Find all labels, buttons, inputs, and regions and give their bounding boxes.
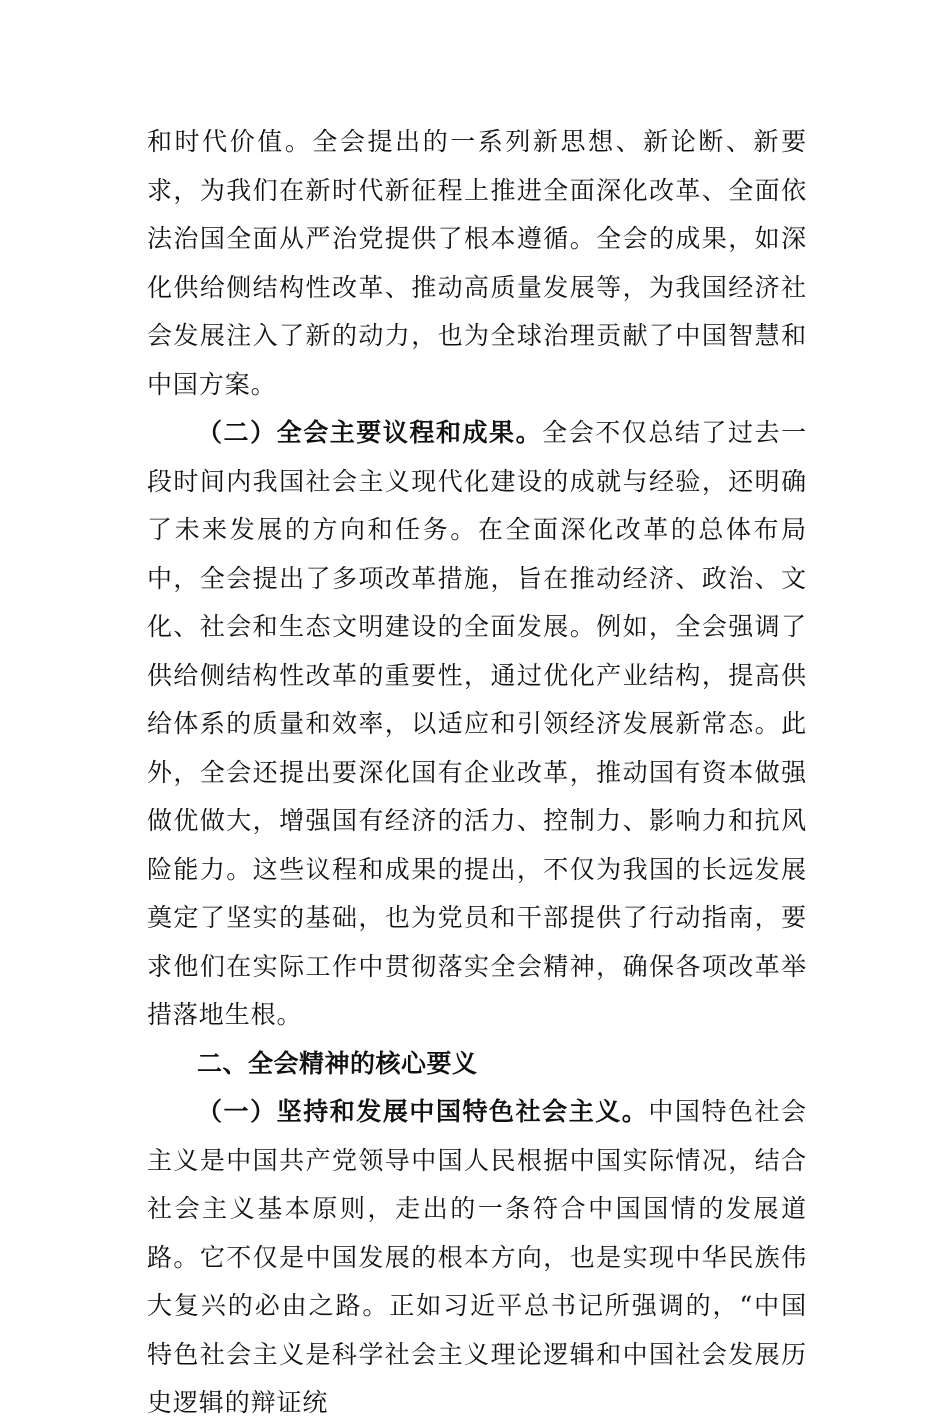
paragraph-lead-heading: （一）坚持和发展中国特色社会主义。 (197, 1097, 649, 1126)
section-heading: 二、全会精神的核心要义 (197, 1048, 478, 1078)
paragraph-text: 中国特色社会主义是中国共产党领导中国人民根据中国实际情况，结合社会主义基本原则，走出的一条符合中国国情的发展道路。它不仅是中国发展的根本方向，也是实现中华民族伟大复兴的必由之路。正如习近平总书记所强调的，“中国特色社会主义是科学社会主义理论逻辑和中国社会发展历史逻辑的辩证统 (147, 1097, 807, 1417)
paragraph-text: 全会不仅总结了过去一段时间内我国社会主义现代化建设的成就与经验，还明确了未来发展的方向和任务。在全面深化改革的总体布局中，全会提出了多项改革措施，旨在推动经济、政治、文化、社会和生态文明建设的全面发展。例如，全会强调了供给侧结构性改革的重要性，通过优化产业结构，提高供给体系的质量和效率，以适应和引领经济发展新常态。此外，全会还提出要深化国有企业改革，推动国有资本做强做优做大，增强国有经济的活力、控制力、影响力和抗风险能力。这些议程和成果的提出，不仅为我国的长远发展奠定了坚实的基础，也为党员和干部提供了行动指南，要求他们在实际工作中贯彻落实全会精神，确保各项改革举措落地生根。 (147, 418, 807, 1029)
document-body (147, 118, 807, 1428)
paragraph-text: 和时代价值。全会提出的一系列新思想、新论断、新要求，为我们在新时代新征程上推进全面深化改革、全面依法治国全面从严治党提供了根本遵循。全会的成果，如深化供给侧结构性改革、推动高质量发展等，为我国经济社会发展注入了新的动力，也为全球治理贡献了中国智慧和中国方案。 (147, 127, 807, 399)
paragraph-lead-heading: （二）全会主要议程和成果。 (197, 418, 543, 447)
paragraph-socialism (147, 1088, 807, 1428)
paragraph-continuation (147, 118, 807, 409)
paragraph-agenda-outcomes (147, 409, 807, 1040)
